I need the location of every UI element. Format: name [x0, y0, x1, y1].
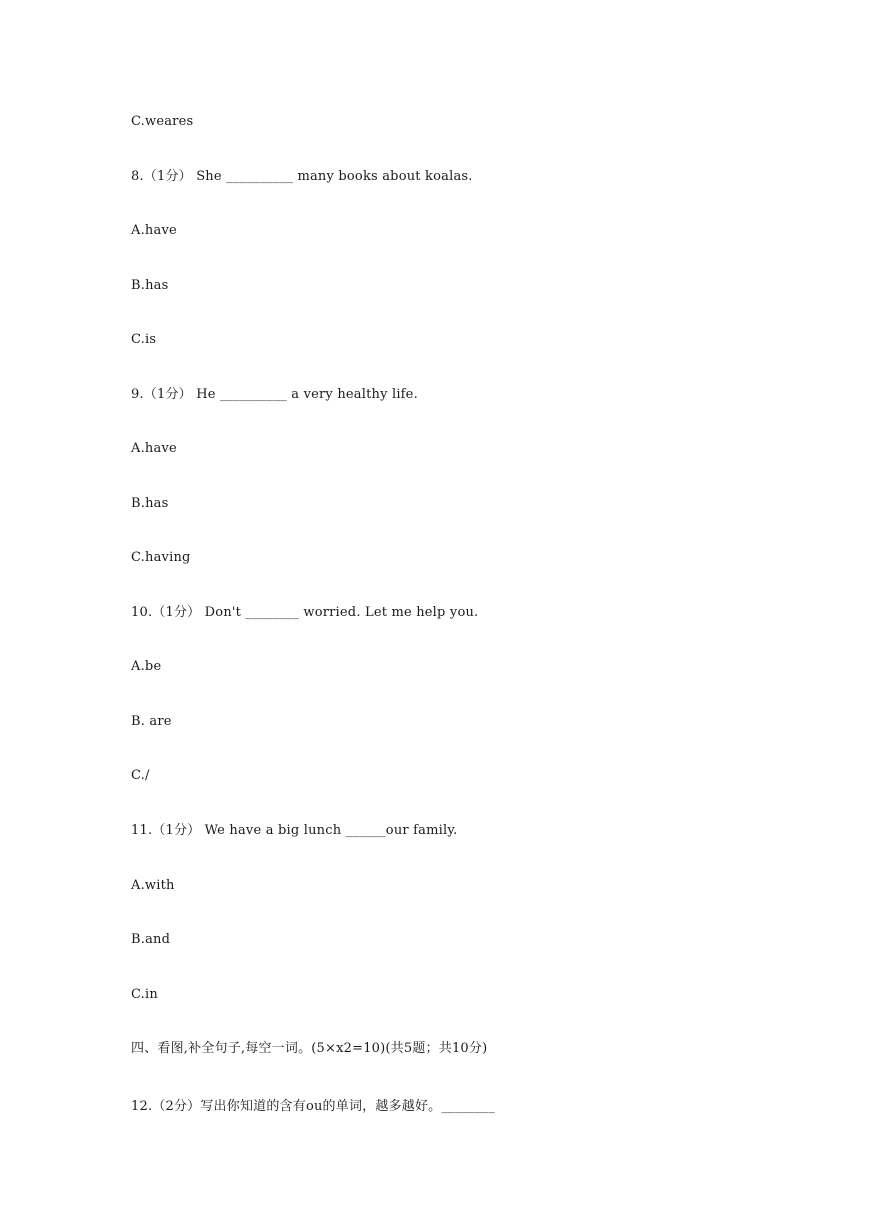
option-10b: B. are	[131, 714, 172, 729]
option-11c: C.in	[131, 987, 158, 1002]
section-heading-4: 四、看图,补全句子,每空一词。(5×x2=10)(共5题；共10分)	[131, 1041, 488, 1056]
question-11: 11.（1分） We have a big lunch ______our family.	[131, 823, 458, 838]
option-8a: A.have	[131, 223, 177, 238]
option-9c: C.having	[131, 550, 191, 565]
option-9a: A.have	[131, 441, 177, 456]
option-10c: C./	[131, 768, 150, 783]
option-8b: B.has	[131, 278, 169, 293]
question-9: 9.（1分） He __________ a very healthy life.	[131, 387, 418, 402]
option-8c: C.is	[131, 332, 157, 347]
question-10: 10.（1分） Don't ________ worried. Let me help you.	[131, 605, 479, 620]
question-8: 8.（1分） She __________ many books about koalas.	[131, 169, 473, 184]
option-9b: B.has	[131, 496, 169, 511]
option-11a: A.with	[131, 878, 175, 893]
question-12: 12.（2分）写出你知道的含有ou的单词，越多越好。________	[131, 1099, 495, 1114]
option-7c: C.weares	[131, 114, 194, 129]
option-10a: A.be	[131, 659, 162, 674]
option-11b: B.and	[131, 932, 171, 947]
